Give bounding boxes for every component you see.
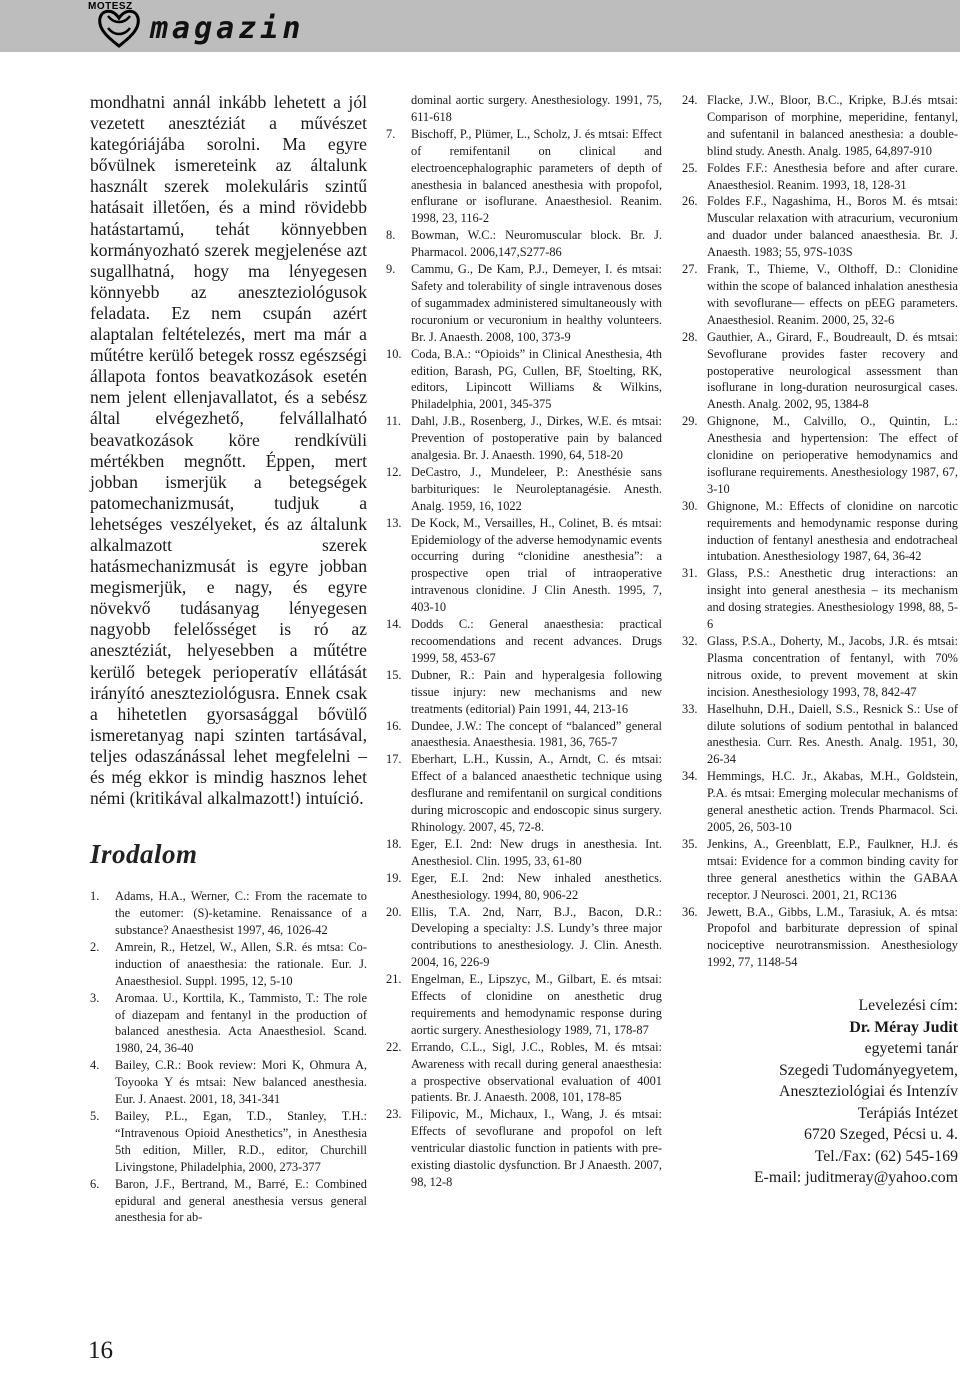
reference-number: 2. xyxy=(90,939,100,954)
reference-item xyxy=(682,836,958,904)
contact-email[interactable]: E-mail: juditmeray@yahoo.com xyxy=(753,1169,958,1187)
reference-item xyxy=(90,990,367,1058)
reference-text: Gauthier, A., Girard, F., Boudreault, D. és mtsai: Sevoflurane provides faster recovery and postoperative neurological assessment than isoflurane in long-duration neurosurgical cases. Anesth. Analg. 2002, 95, 1384-8 xyxy=(707,329,958,412)
reference-number: 23. xyxy=(386,1107,402,1122)
reference-item xyxy=(90,939,367,990)
reference-number: 13. xyxy=(386,515,402,530)
reference-item xyxy=(90,1057,367,1108)
contact-name: Dr. Méray Judit xyxy=(849,1018,958,1036)
reference-item xyxy=(90,1108,367,1176)
reference-text: Frank, T., Thieme, V., Olthoff, D.: Clonidine within the scope of balanced inhalation anesthesia with sevoflurane— effects on pEEG parameters. Anaesthesiol. Reanim. 2000, 25, 32-6 xyxy=(707,262,958,327)
column-right xyxy=(682,92,958,1189)
reference-item xyxy=(682,329,958,414)
section-heading: Irodalom xyxy=(90,839,198,870)
reference-number: 25. xyxy=(682,160,698,175)
reference-item xyxy=(386,464,662,515)
reference-text: Glass, P.S.A., Doherty, M., Jacobs, J.R. és mtsai: Plasma concentration of fentanyl, with 70% nitrous oxide, to prevent movement at skin incision. Anesthesiology 1993, 78, 842-47 xyxy=(707,634,958,699)
reference-text: Cammu, G., De Kam, P.J., Demeyer, I. és mtsai: Safety and tolerability of single intravenous doses of sugammadex administered simultaneously with rocuronium or vecuronium in healthy volunteers. Br. J. Anaesth. 2008, 100, 373-9 xyxy=(411,262,662,344)
column-middle xyxy=(386,92,662,1191)
reference-item xyxy=(90,888,367,939)
reference-text: Foldes F.F.: Anesthesia before and after curare. Anaesthesiol. Reanim. 1993, 18, 128-31 xyxy=(707,160,958,192)
reference-text: DeCastro, J., Mundeleer, P.: Anesthésie sans barbituriques: le Neuroleptanagésie. Anesth. Analg. 1959, 16, 1022 xyxy=(411,464,662,513)
reference-number: 29. xyxy=(682,414,698,429)
reference-number: 34. xyxy=(682,769,698,784)
reference-text: Bowman, W.C.: Neuromuscular block. Br. J. Pharmacol. 2006,147,S277-86 xyxy=(411,228,662,260)
reference-text: Foldes F.F., Nagashima, H., Boros M. és mtsai: Muscular relaxation with atracurium, vecuronium and duador under balanced anaesthesia. Br. J. Anaesth. 1983; 55, 97S-103S xyxy=(707,194,958,260)
reference-item xyxy=(386,92,662,126)
reference-text: Baron, J.F., Bertrand, M., Barré, E.: Combined epidural and general anesthesia versus general anesthesia for ab- xyxy=(115,1176,367,1225)
reference-item xyxy=(682,498,958,566)
reference-text: Eberhart, L.H., Kussin, A., Arndt, C. és mtsai: Effect of a balanced anaesthetic technique using desflurane and remifentanil on surgical conditions during microscopic and endoscopic sinus surgery. Rhinology. 2007, 45, 72-8. xyxy=(411,752,662,834)
reference-list xyxy=(682,92,958,971)
reference-item xyxy=(682,160,958,194)
reference-item xyxy=(682,768,958,836)
reference-number: 16. xyxy=(386,718,402,733)
reference-number: 19. xyxy=(386,870,402,885)
page-header xyxy=(0,0,960,52)
contact-title: egyetemi tanár xyxy=(864,1040,958,1058)
reference-number: 15. xyxy=(386,667,402,682)
reference-text: Filipovic, M., Michaux, I., Wang, J. és mtsai: Effects of sevoflurane and propofol on left ventricular diastolic function in patients with pre-existing diastolic dysfunction. Br J Anaesth. 2007, 98, 12-8 xyxy=(411,1107,662,1189)
reference-number: 36. xyxy=(682,904,698,919)
reference-number: 3. xyxy=(90,990,100,1005)
reference-item xyxy=(386,515,662,616)
page-number: 16 xyxy=(88,1337,113,1364)
reference-text: Jenkins, A., Greenblatt, E.P., Faulkner, H.J. és mtsai: Evidence for a common binding cavity for three general anesthetics within the GABAA receptor. J Neurosci. 2001, 21, RC136 xyxy=(707,836,958,902)
contact-address: 6720 Szeged, Pécsi u. 4. xyxy=(804,1126,958,1144)
reference-text: De Kock, M., Versailles, H., Colinet, B. és mtsai: Epidemiology of the adverse hemodynamic events occurring during “clonidine anesthesia”: a prospective open trial of intraoperative intravenous clonidine. J Clin Anesth. 1995, 7, 403-10 xyxy=(411,515,662,615)
reference-item xyxy=(682,565,958,633)
reference-item xyxy=(682,701,958,769)
reference-item xyxy=(386,1039,662,1107)
reference-number: 31. xyxy=(682,566,698,581)
reference-number: 33. xyxy=(682,701,698,716)
reference-number: 6. xyxy=(90,1176,100,1191)
reference-text: Eger, E.I. 2nd: New inhaled anesthetics. Anesthesiology. 1994, 80, 906-22 xyxy=(411,870,662,902)
reference-number: 27. xyxy=(682,262,698,277)
reference-text: Adams, H.A., Werner, C.: From the racemate to the eutomer: (S)-ketamine. Renaissance of a substance? Anaesthesist 1997, 46, 1026-42 xyxy=(115,889,367,937)
reference-text: Coda, B.A.: “Opioids” in Clinical Anesthesia, 4th edition, Barash, PG, Cullen, BF, Stoelting, RK, editors, Lipincott Williams & Wilkins, Philadelphia, 2001, 345-375 xyxy=(411,346,662,412)
reference-item xyxy=(386,227,662,261)
reference-item xyxy=(386,667,662,718)
reference-text: Jewett, B.A., Gibbs, L.M., Tarasiuk, A. és mtsa: Propofol and barbiturate depression of spinal nociceptive neurotransmission. Anesthesiology 1992, 77, 1148-54 xyxy=(707,904,958,970)
reference-number: 35. xyxy=(682,836,698,851)
reference-number: 26. xyxy=(682,194,698,209)
reference-text: Aromaa. U., Korttila, K., Tammisto, T.: The role of diazepam and fentanyl in the production of balanced anesthesia. Acta Anaesthesiol. Scand. 1980, 24, 36-40 xyxy=(115,990,367,1056)
reference-item xyxy=(386,836,662,870)
reference-number: 24. xyxy=(682,93,698,107)
reference-item xyxy=(682,193,958,261)
reference-item xyxy=(682,413,958,498)
reference-item xyxy=(386,971,662,1039)
reference-text: Ellis, T.A. 2nd, Narr, B.J., Bacon, D.R.: Developing a specialty: J.S. Lundy’s three major contributions to anesthesiology. J. Clin. Anesth. 2004, 16, 226-9 xyxy=(411,904,662,970)
reference-list xyxy=(386,92,662,1191)
reference-item xyxy=(386,718,662,752)
contact-institution: Terápiás Intézet xyxy=(857,1104,958,1122)
reference-text: Hemmings, H.C. Jr., Akabas, M.H., Goldstein, P.A. és mtsai: Emerging molecular mechanisms of general anesthetic action. Trends Pharmacol. Sci. 2005, 26, 503-10 xyxy=(707,769,958,834)
reference-number: 14. xyxy=(386,617,402,632)
reference-item xyxy=(386,346,662,414)
reference-number: 7. xyxy=(386,126,396,141)
reference-item xyxy=(386,751,662,836)
reference-number: 9. xyxy=(386,262,396,277)
reference-item xyxy=(386,126,662,227)
contact-label: Levelezési cím: xyxy=(858,997,958,1015)
reference-item xyxy=(682,261,958,329)
reference-text: Eger, E.I. 2nd: New drugs in anesthesia. Int. Anesthesiol. Clin. 1995, 33, 61-80 xyxy=(411,836,662,868)
reference-text: Bischoff, P., Plümer, L., Scholz, J. és mtsai: Effect of remifentanil on clinical and electroencephalographic parameters of depth of anesthesia in balanced anesthesia with propofol, enflurane or isoflurane. Anaesthesiol. Reanim. 1998, 23, 116-2 xyxy=(411,126,662,226)
reference-item xyxy=(386,904,662,972)
reference-number: 17. xyxy=(386,752,402,767)
reference-item xyxy=(386,1106,662,1191)
article-body-text: mondhatni annál inkább lehetett a jól vezetett anesztéziát a művészet kategóriájába sorolni. Ma egyre bővülnek ismereteink az általunk használt szerek molekuláris szintű hatásait illetően, és a mind rövidebb hatástartamú, tehát könnyebben kormányozható szerek megjelenése azt sugallhatná, hogy ma lényegesen könnyebb az aneszteziológusok feladata. Ez nem csupán azért alaptalan feltételezés, mert ma már a műtétre kerülő betegek rossz egészségi állapota fontos beavatkozások esetén nem jelent ellenjavallatot, és a sebész által elvégezhető, felvállalható beavatkozások köre rendkívüli mértékben megnőtt. Éppen, mert jobban ismerjük a betegségek patomechanizmusát, tudjuk a lehetséges veszélyeket, és az általunk alkalmazott szerek hatásmechanizmusát is egyre jobban megismerjük, e nagy, és egyre növekvő tudásanyag lényegesen nagyobb felelősséget is ró az anesztéziát, helyesebben a műtétre kerülő betegek perioperatív ellátását irányító aneszteziológusra. Ennek csak a hihetetlen gyorsasággal bővülő ismeretanyag napi szinten tartásával, teljes odaszánással lehet megfelelni – és még ekkor is mindig hasznos lehet némi (kritikával alkalmazott!) intuíció. xyxy=(90,92,367,809)
motesz-logo-icon xyxy=(96,6,142,50)
reference-item xyxy=(682,92,958,160)
reference-text: Dubner, R.: Pain and hyperalgesia following tissue injury: new mechanisms and new treatments (editorial) Pain 1991, 44, 213-16 xyxy=(411,667,662,716)
reference-text: Dahl, J.B., Rosenberg, J., Dirkes, W.E. és mtsai: Prevention of postoperative pain by balanced analgesia. Br. J. Anaesth. 1990, 64, 518-20 xyxy=(411,414,662,463)
reference-number: 28. xyxy=(682,329,698,344)
reference-text: Amrein, R., Hetzel, W., Allen, S.R. és mtsa: Co-induction of anaesthesia: the rationale. Eur. J. Anaesthesiol. Suppl. 1995, 12, 5-10 xyxy=(115,939,367,988)
reference-item xyxy=(386,413,662,464)
reference-item xyxy=(682,633,958,701)
reference-text: Dodds C.: General anaesthesia: practical recoomendations and recent advances. Drugs 1999, 58, 453-67 xyxy=(411,617,662,665)
contact-institution: Szegedi Tudományegyetem, xyxy=(778,1061,958,1079)
reference-item xyxy=(386,870,662,904)
reference-number: 30. xyxy=(682,498,698,513)
reference-text: Bailey, P.L., Egan, T.D., Stanley, T.H.: “Intravenous Opioid Anesthetics”, in Anesthesia 5th edition, Miller, R.D., editor, Churchill Livingstone, Philadelphia, 2000, 273-377 xyxy=(115,1108,367,1174)
reference-number: 18. xyxy=(386,836,402,851)
reference-item xyxy=(682,904,958,972)
reference-list xyxy=(90,888,367,1226)
reference-text: Errando, C.L., Sigl, J.C., Robles, M. és mtsai: Awareness with recall during general anaesthesia: a prospective observational evaluation of 4001 patients. Br. J. Anaesth. 2008, 101, 178-85 xyxy=(411,1039,662,1105)
reference-number: 10. xyxy=(386,346,402,361)
reference-text: Ghignone, M., Calvillo, O., Quintin, L.: Anesthesia and hypertension: The effect of clonidine on perioperative hemodynamics and isoflurane requirements. Anesthesiology 1987, 67, 3-10 xyxy=(707,414,958,496)
reference-item xyxy=(386,261,662,346)
reference-number: 1. xyxy=(90,889,100,904)
reference-text: Flacke, J.W., Bloor, B.C., Kripke, B.J.és mtsai: Comparison of morphine, meperidine, fentanyl, and sufentanil in balanced anesthesia: a double-blind study. Anesth. Analg. 1985, 64,897-910 xyxy=(707,93,958,158)
reference-text: Glass, P.S.: Anesthetic drug interactions: an insight into general anesthesia – its mechanism and dosing strategies. Anesthesiology 1998, 88, 5-6 xyxy=(707,566,958,632)
reference-text: dominal aortic surgery. Anesthesiology. 1991, 75, 611-618 xyxy=(411,93,662,124)
reference-text: Ghignone, M.: Effects of clonidine on narcotic requirements and hemodynamic response during induction of fentanyl anesthesia and endotracheal intubation. Anesthesiology 1987, 64, 36-42 xyxy=(707,498,958,564)
reference-number: 8. xyxy=(386,228,396,243)
reference-number: 11. xyxy=(386,414,402,429)
contact-block xyxy=(682,995,958,1189)
column-left xyxy=(90,92,367,1226)
reference-number: 22. xyxy=(386,1039,402,1054)
reference-number: 21. xyxy=(386,972,402,987)
org-name: MOTESZ xyxy=(88,1,133,12)
reference-number: 4. xyxy=(90,1058,100,1073)
reference-number: 32. xyxy=(682,634,698,648)
reference-text: Haselhuhn, D.H., Daiell, S.S., Resnick S.: Use of dilute solutions of sodium pentothal in balanced anesthesia. Curr. Res. Anesth. Analg. 1951, 30, 26-34 xyxy=(707,701,958,767)
reference-item xyxy=(90,1176,367,1227)
reference-number: 5. xyxy=(90,1108,100,1123)
reference-text: Dundee, J.W.: The concept of “balanced” general anaesthesia. Anaesthesia. 1981, 36, 765-7 xyxy=(411,718,662,750)
reference-number: 20. xyxy=(386,904,402,919)
reference-number: 12. xyxy=(386,464,402,479)
reference-text: Bailey, C.R.: Book review: Mori K, Ohmura A, Toyooka Y és mtsai: New balanced anesthesia. Eur. J. Anaest. 2001, 18, 341-341 xyxy=(115,1058,367,1107)
reference-text: Engelman, E., Lipszyc, M., Gilbart, E. és mtsai: Effects of clonidine on anesthetic drug requirements and hemodynamic response during aortic surgery. Anesthesiology 1989, 71, 178-87 xyxy=(411,972,662,1037)
contact-institution: Aneszteziológiai és Intenzív xyxy=(779,1083,958,1101)
magazine-title: magazin xyxy=(150,11,305,46)
reference-item xyxy=(386,616,662,667)
contact-phone: Tel./Fax: (62) 545-169 xyxy=(814,1147,958,1165)
